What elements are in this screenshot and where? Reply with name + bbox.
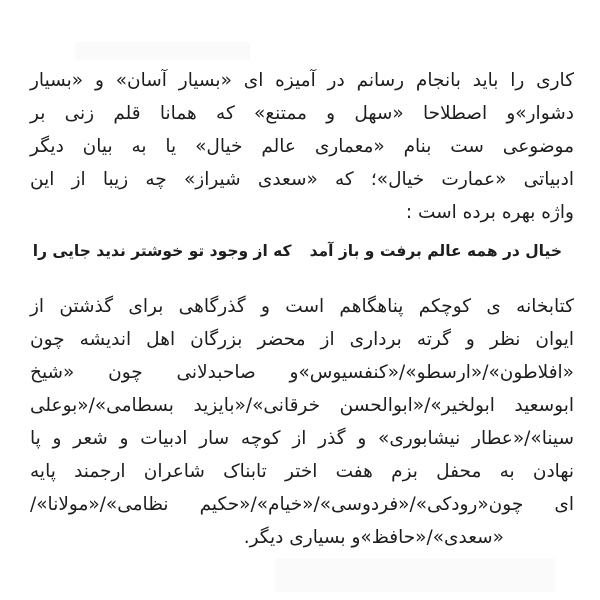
text-block [30, 64, 574, 554]
text-line: واژه بهره برده است : [405, 202, 574, 223]
text-line: ایوان نظر و گرته برداری از محضر بزرگان اهل اندیشه چون [30, 329, 574, 350]
text-line: موضوعی ست بنام «معماری عالم خیال» یا به بیان دیگر [30, 136, 574, 157]
text-line: ادبیاتی «عمارت خیال»؛ که «سعدی شیراز» چه زیبا از این [30, 169, 574, 190]
text-line: «سعدی»/«حافظ»و بسیاری دیگر. [243, 527, 504, 548]
paragraph-library [30, 290, 574, 554]
paragraph-intro [30, 64, 574, 229]
scan-artifact [75, 42, 250, 60]
scan-artifact [275, 558, 555, 592]
text-line: کاری را باید بانجام رسانم در آمیزه ای «بسیار آسان» و «بسیار [30, 70, 574, 91]
verse-hemistich-right: خیال در همه عالم برفت و باز آمد [309, 242, 562, 260]
text-line: دشوار»و اصطلاحا «سهل و ممتنع» که همانا قلم زنی بر [30, 103, 574, 124]
text-line: کتابخانه ی کوچکم پناهگاهم است و گذرگاهی برای گذشتن از [30, 296, 574, 317]
saadi-verse [30, 236, 574, 266]
text-line: «افلاطون»/«ارسطو»/«کنفسیوس»و صاحبدلانی چون «شیخ [30, 362, 574, 383]
text-line: ابوسعید ابولخیر»/«ابوالحسن خرقانی»/«بایزید بسطامی»/«بوعلی [30, 395, 574, 416]
verse-hemistich-left: که از وجود تو خوشتر ندید جایی را [32, 242, 292, 260]
text-line: نهادن به محفل بزم هفت اختر تابناک شاعران ارجمند پایه [30, 461, 574, 482]
text-line: سینا»/«عطار نیشابوری» و گذر از کوچه سار ادبیات و شعر و پا [30, 428, 574, 449]
text-line: ای چون«رودکی»/«فردوسی»/«خیام»/«حکیم نظامی»/«مولانا»/ [30, 494, 574, 515]
